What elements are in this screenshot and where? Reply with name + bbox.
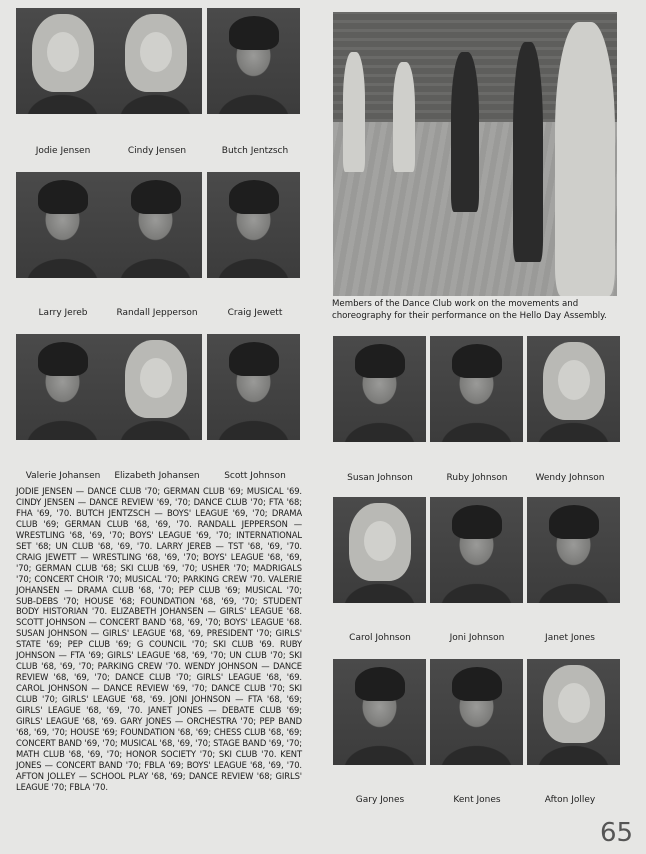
portrait-caption: Randall Jepperson [116, 308, 198, 318]
portrait-photo [16, 8, 109, 114]
page-number: 65 [600, 818, 634, 848]
dance-club-photo [333, 12, 617, 296]
dancer-figure [343, 52, 365, 172]
dancer-figure [555, 22, 615, 296]
portrait-photo [333, 659, 426, 765]
portrait-photo [430, 497, 523, 603]
portrait-photo [527, 497, 620, 603]
portrait-caption: Ruby Johnson [446, 473, 508, 483]
portrait-photo [207, 172, 300, 278]
portrait-photo [16, 334, 109, 440]
portrait-photo [333, 336, 426, 442]
portrait-caption: Craig Jewett [227, 308, 283, 318]
dance-photo-caption: Members of the Dance Club work on the movements and choreography for their performance on the Hello Day Assembly. [332, 299, 607, 321]
portrait-photo [109, 8, 202, 114]
student-activities-text: JODIE JENSEN — DANCE CLUB '70; GERMAN CLUB '69; MUSICAL '69. CINDY JENSEN — DANCE REVIEW '69, '70; DANCE CLUB '70; FTA '68; FHA '69, '70. BUTCH JENTZSCH — BOYS' LEAGUE '69, '70; DRAMA CLUB '69; GERMAN CLUB '68, '69, '70. RANDALL JEPPERSON — WRESTLING '68, '69, '70; BOYS' LEAGUE '69, '70; INTERNATIONAL SET '68; UN CLUB '68, '69, '70. LARRY JEREB — TST '68, '69, '70. CRAIG JEWETT — WRESTLING '68, '69, '70; BOYS' LEAGUE '68, '69, '70; GERMAN CLUB '68; SKI CLUB '69, '70; USHER '70; MADRIGALS '70; CONCERT CHOIR '70; MUSICAL '70; PARKING CREW '70. VALERIE JOHANSEN — DRAMA CLUB '68, '70; PEP CLUB '69; MUSICAL '70; SUB-DEBS '70; HOUSE '68; FOUNDATION '68, '69, '70; STUDENT BODY HISTORIAN '70. ELIZABETH JOHANSEN — GIRLS' LEAGUE '68. SCOTT JOHNSON — CONCERT BAND '68, '69, '70; BOYS' LEAGUE '68. SUSAN JOHNSON — GIRLS' LEAGUE '68, '69, PRESIDENT '70; GIRLS' STATE '69; PEP CLUB '69; G COUNCIL '70; SKI CLUB '69. RUBY JOHNSON — FTA '69; GIRLS' LEAGUE '68, '69, '70; UN CLUB '70; SKI CLUB '68, '69, '70; PARKING CREW '70. WENDY JOHNSON — DANCE REVIEW '68, '69, '70; DANCE CLUB '70; GIRLS' LEAGUE '68, '69. CAROL JOHNSON — DANCE REVIEW '69, '70; DANCE CLUB '70; SKI CLUB '70; GIRLS' LEAGUE '68, '69. JONI JOHNSON — FTA '68, '69; GIRLS' LEAGUE '68, '69, '70. JANET JONES — DEBATE CLUB '69; GIRLS' LEAGUE '68, '69. GARY JONES — ORCHESTRA '70; PEP BAND '68, '69, '70; HOUSE '69; FOUNDATION '68, '69; CHESS CLUB '68, '69; CONCERT BAND '69, '70; MUSICAL '68, '69, '70; STAGE BAND '69, '70; MATH CLUB '68, '69, '70; HONOR SOCIETY '70; SKI CLUB '70. KENT JONES — CONCERT BAND '70; FBLA '69; BOYS' LEAGUE '68, '69, '70. AFTON JOLLEY — SCHOOL PLAY '68, '69; DANCE REVIEW '68; GIRLS' LEAGUE '70; FBLA '70. [16, 486, 302, 792]
portrait-caption: Cindy Jensen [127, 146, 187, 156]
portrait-photo [207, 8, 300, 114]
portrait-caption: Afton Jolley [544, 795, 596, 805]
portrait-photo [333, 497, 426, 603]
portrait-caption: Joni Johnson [449, 633, 505, 643]
dancer-figure [451, 52, 479, 212]
portrait-caption: Butch Jentzsch [221, 146, 289, 156]
dancer-figure [513, 42, 543, 262]
portrait-photo [527, 336, 620, 442]
portrait-photo [207, 334, 300, 440]
portrait-caption: Wendy Johnson [535, 473, 605, 483]
portrait-caption: Gary Jones [355, 795, 405, 805]
dancer-figure [393, 62, 415, 172]
portrait-caption: Jodie Jensen [35, 146, 91, 156]
portrait-photo [430, 659, 523, 765]
portrait-caption: Elizabeth Johansen [114, 471, 200, 481]
portrait-caption: Janet Jones [545, 633, 595, 643]
portrait-caption: Scott Johnson [224, 471, 286, 481]
portrait-caption: Kent Jones [453, 795, 501, 805]
portrait-caption: Larry Jereb [38, 308, 88, 318]
portrait-photo [527, 659, 620, 765]
portrait-caption: Valerie Johansen [25, 471, 101, 481]
portrait-caption: Susan Johnson [347, 473, 413, 483]
portrait-photo [16, 172, 109, 278]
portrait-photo [109, 172, 202, 278]
portrait-photo [109, 334, 202, 440]
portrait-photo [430, 336, 523, 442]
portrait-caption: Carol Johnson [349, 633, 411, 643]
